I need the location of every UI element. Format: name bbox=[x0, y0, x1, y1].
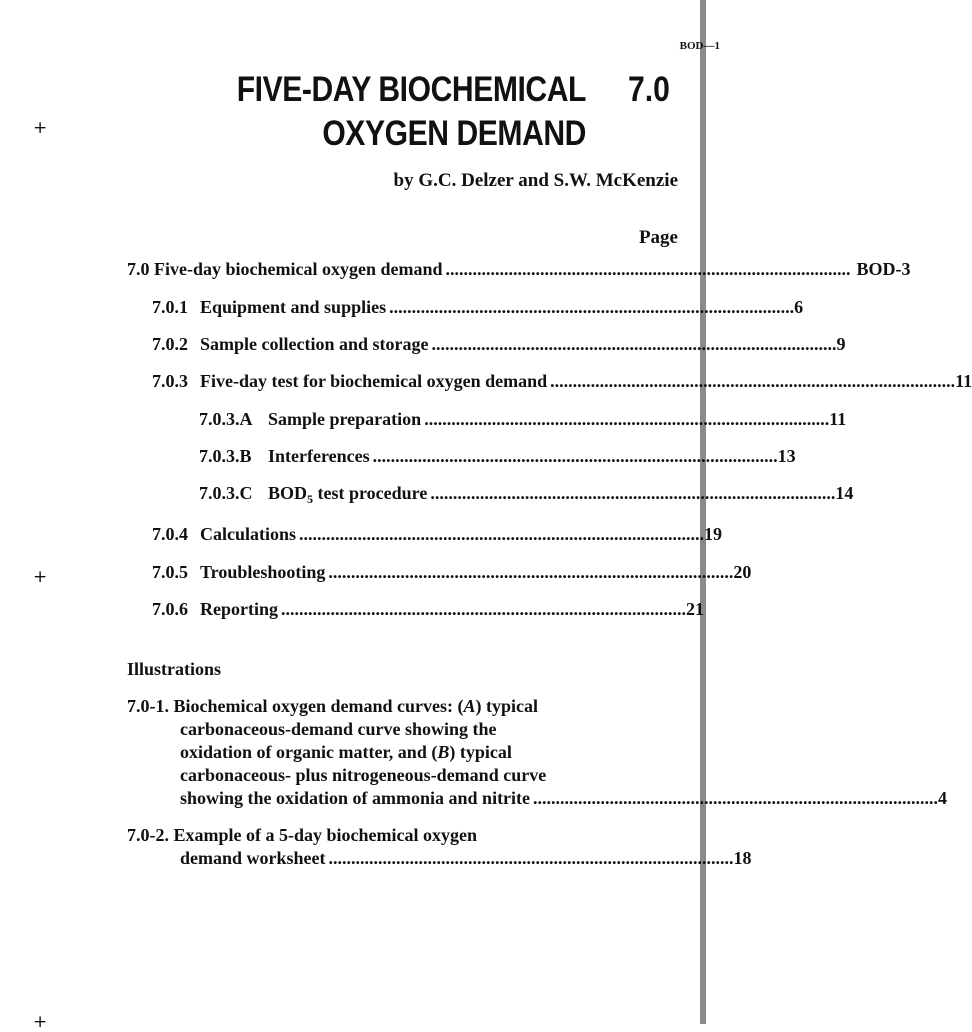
toc-page: 21 bbox=[686, 599, 704, 619]
toc-page: 4 bbox=[938, 788, 948, 808]
toc-leader: .......................................................................................... bbox=[328, 562, 734, 582]
illustrations-heading: Illustrations bbox=[127, 659, 222, 679]
toc-page: 6 bbox=[794, 297, 804, 317]
toc-number: 7.0.5 bbox=[152, 562, 188, 582]
toc-title: Calculations bbox=[200, 524, 297, 544]
fig-caption-line: oxidation of organic matter, and (B) typical bbox=[180, 742, 512, 762]
toc-title: Sample collection and storage bbox=[200, 334, 429, 354]
fig-caption-line: demand worksheet .......................................................................................... 18 bbox=[180, 848, 752, 868]
toc-leader: .......................................................................................... bbox=[430, 483, 836, 503]
fig-caption-line: carbonaceous- plus nitrogeneous-demand curve bbox=[180, 765, 547, 785]
toc-title: Interferences bbox=[268, 446, 370, 466]
toc-title: Reporting bbox=[200, 599, 278, 619]
fig-caption-line: 7.0-1. Biochemical oxygen demand curves: (A) typical bbox=[127, 696, 538, 716]
toc-page: 19 bbox=[704, 524, 723, 544]
page-column-header: Page bbox=[638, 227, 678, 248]
toc-title: Equipment and supplies bbox=[200, 297, 387, 317]
toc-title: Five-day biochemical oxygen demand bbox=[154, 259, 443, 279]
toc-leader: .......................................................................................... bbox=[424, 409, 830, 429]
crop-mark: + bbox=[33, 1012, 48, 1032]
toc-entry[interactable] bbox=[199, 409, 847, 433]
toc-leader: .......................................................................................... bbox=[281, 599, 686, 619]
toc-page: 13 bbox=[777, 446, 796, 466]
toc-number: 7.0 bbox=[127, 259, 150, 279]
toc-page: BOD-3 bbox=[856, 259, 911, 279]
toc-leader: .......................................................................................... bbox=[389, 297, 795, 317]
toc-leader: .......................................................................................... bbox=[533, 788, 939, 808]
toc-entry[interactable] bbox=[152, 599, 704, 623]
toc-number: 7.0.6 bbox=[152, 599, 188, 619]
toc-title: Sample preparation bbox=[268, 409, 422, 429]
chapter-title bbox=[185, 68, 586, 156]
toc-title: Five-day test for biochemical oxygen demand bbox=[200, 371, 548, 391]
authors-byline: by G.C. Delzer and S.W. McKenzie bbox=[393, 170, 678, 191]
toc-title: $BOD_5$ test procedure bbox=[268, 483, 428, 506]
toc-number: 7.0.1 bbox=[152, 297, 188, 317]
toc-page: 11 bbox=[955, 371, 972, 391]
illustration-entry[interactable] bbox=[127, 695, 948, 810]
toc-entry[interactable] bbox=[152, 334, 846, 358]
toc-number: 7.0.4 bbox=[152, 524, 188, 544]
toc-entry[interactable] bbox=[152, 524, 723, 548]
toc-page: 11 bbox=[829, 409, 847, 429]
fig-caption-line: 7.0-2. Example of a 5-day biochemical oxygen bbox=[127, 825, 477, 845]
chapter-number: 7.0 bbox=[628, 70, 670, 109]
toc-number: 7.0.2 bbox=[152, 334, 188, 354]
toc-number: 7.0.3.B bbox=[199, 446, 252, 466]
toc-leader: .......................................................................................... bbox=[431, 334, 837, 354]
crop-mark: + bbox=[33, 567, 48, 587]
toc-leader: .......................................................................................... bbox=[372, 446, 778, 466]
toc-leader: .......................................................................................... bbox=[299, 524, 705, 544]
toc-page: 20 bbox=[733, 562, 752, 582]
toc-leader: .......................................................................................... bbox=[550, 371, 956, 391]
fig-caption-line: carbonaceous-demand curve showing the bbox=[180, 719, 497, 739]
fig-caption-line: showing the oxidation of ammonia and nitrite .......................................................................................... 4 bbox=[180, 788, 948, 808]
toc-entry[interactable] bbox=[127, 259, 911, 283]
toc-entry[interactable] bbox=[199, 446, 796, 470]
toc-leader: .......................................................................................... bbox=[445, 259, 851, 279]
toc-number: 7.0.3.A bbox=[199, 409, 253, 429]
toc-page: 14 bbox=[835, 483, 854, 503]
toc-entry[interactable] bbox=[152, 562, 752, 586]
toc-entry[interactable] bbox=[199, 483, 854, 507]
title-line-1: FIVE-DAY BIOCHEMICAL bbox=[236, 70, 586, 109]
toc-page: 9 bbox=[836, 334, 846, 354]
toc-number: 7.0.3.C bbox=[199, 483, 253, 503]
page-id: BOD—1 bbox=[679, 40, 720, 52]
toc-page: 18 bbox=[733, 848, 752, 868]
title-line-2: OXYGEN DEMAND bbox=[322, 114, 586, 153]
toc-entry[interactable] bbox=[152, 297, 804, 321]
crop-mark: + bbox=[33, 118, 48, 138]
toc-number: 7.0.3 bbox=[152, 371, 188, 391]
toc-leader: .......................................................................................... bbox=[328, 848, 734, 868]
illustration-entry[interactable] bbox=[127, 824, 752, 870]
toc-title: Troubleshooting bbox=[200, 562, 326, 582]
margin-bar bbox=[700, 0, 706, 1024]
toc-entry[interactable] bbox=[152, 371, 972, 395]
